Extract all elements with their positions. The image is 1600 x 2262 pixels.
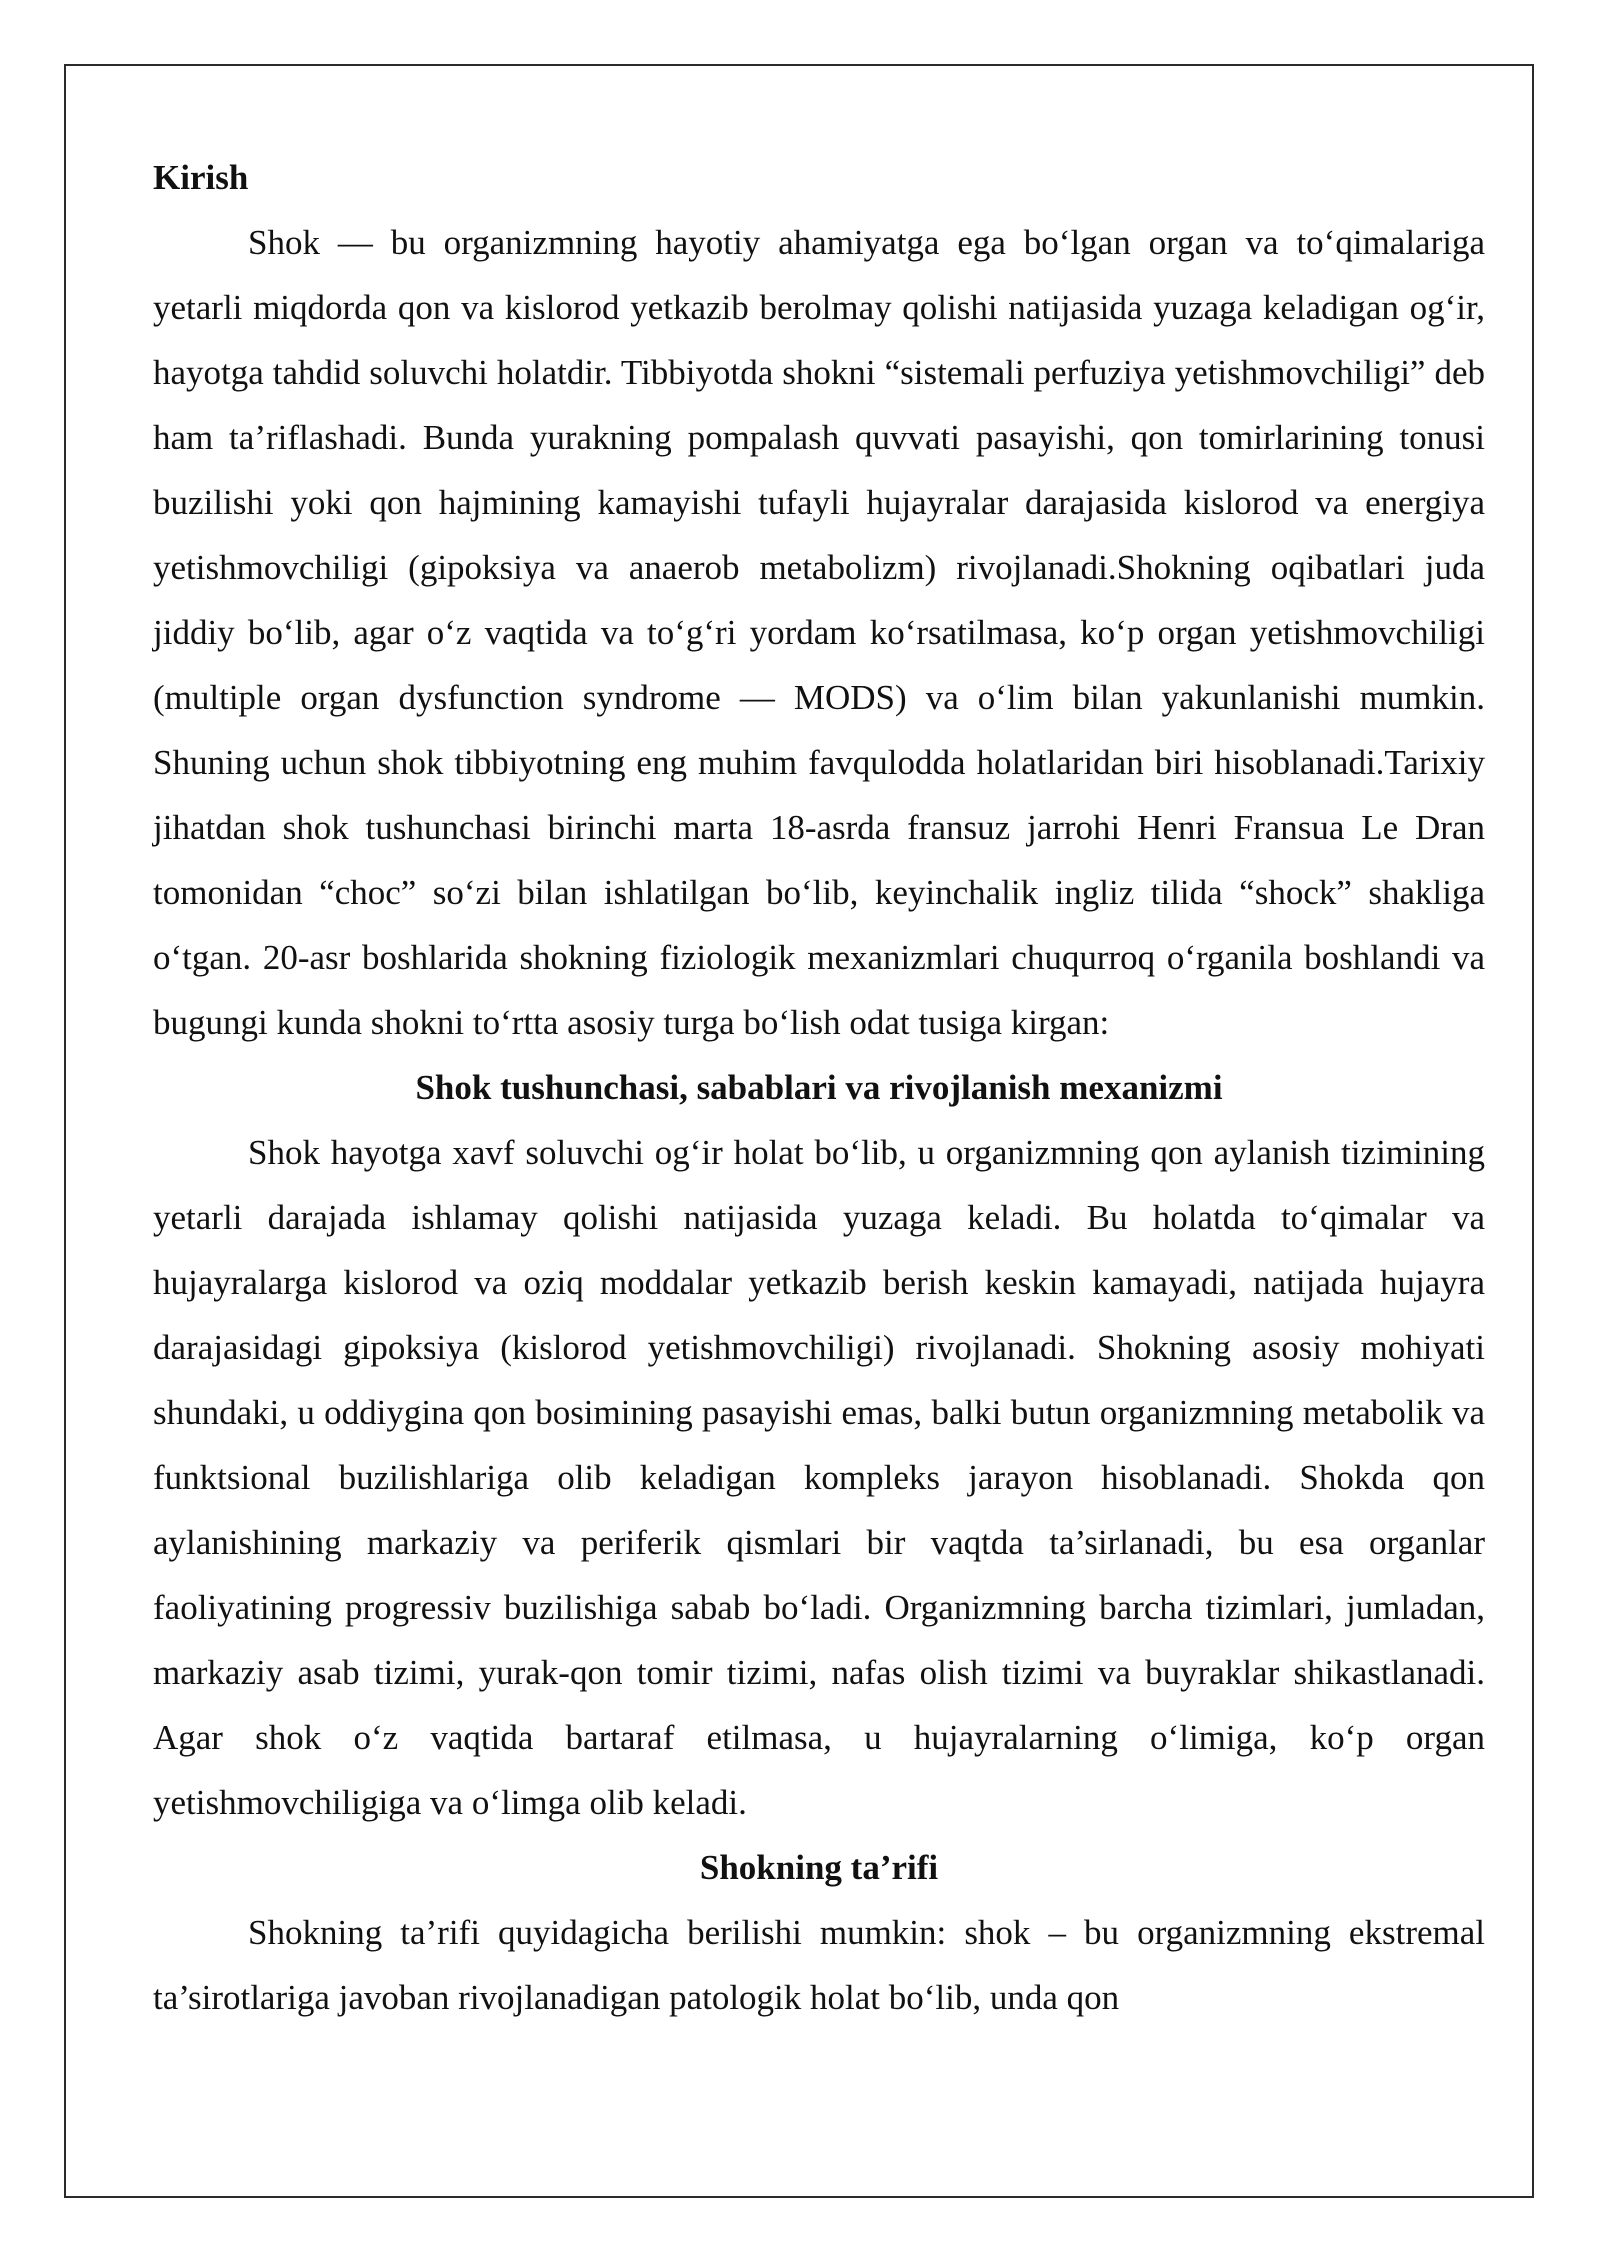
section-heading-shok-tushunchasi: Shok tushunchasi, sabablari va rivojlanish mexanizmi: [415, 1068, 1223, 1107]
paragraph-shok-tushunchasi: Shok hayotga xavf soluvchi og‘ir holat bo‘lib, u organizmning qon aylanish tizimining yetarli darajada ishlamay qolishi natijasida yuzaga keladi. Bu holatda to‘qimalar va hujayralarga kislorod va oziq moddalar yetkazib berish keskin kamayadi, natijada hujayra darajasidagi gipoksiya (kislorod yetishmovchiligi) rivojlanadi. Shokning asosiy mohiyati shundaki, u oddiygina qon bosimining pasayishi emas, balki butun organizmning metabolik va funktsional buzilishlariga olib keladigan kompleks jarayon hisoblanadi. Shokda qon aylanishining markaziy va periferik qismlari bir vaqtda ta’sirlanadi, bu esa organlar faoliyatining progressiv buzilishiga sabab bo‘ladi. Organizmning barcha tizimlari, jumladan, markaziy asab tizimi, yurak-qon tomir tizimi, nafas olish tizimi va buyraklar shikastlanadi. Agar shok o‘z vaqtida bartaraf etilmasa, u hujayralarning o‘limiga, ko‘p organ yetishmovchiligiga va o‘limga olib keladi.: [153, 1133, 1485, 1822]
paragraph-kirish: Shok — bu organizmning hayotiy ahamiyatga ega bo‘lgan organ va to‘qimalariga yetarli miqdorda qon va kislorod yetkazib berolmay qolishi natijasida yuzaga keladigan og‘ir, hayotga tahdid soluvchi holatdir. Tibbiyotda shokni “sistemali perfuziya yetishmovchiligi” deb ham ta’riflashadi. Bunda yurakning pompalash quvvati pasayishi, qon tomirlarining tonusi buzilishi yoki qon hajmining kamayishi tufayli hujayralar darajasida kislorod va energiya yetishmovchiligi (gipoksiya va anaerob metabolizm) rivojlanadi.Shokning oqibatlari juda jiddiy bo‘lib, agar o‘z vaqtida va to‘g‘ri yordam ko‘rsatilmasa, ko‘p organ yetishmovchiligi (multiple organ dysfunction syndrome — MODS) va o‘lim bilan yakunlanishi mumkin. Shuning uchun shok tibbiyotning eng muhim favqulodda holatlaridan biri hisoblanadi.Tarixiy jihatdan shok tushunchasi birinchi marta 18-asrda fransuz jarrohi Henri Fransua Le Dran tomonidan “choc” so‘zi bilan ishlatilgan bo‘lib, keyinchalik ingliz tilida “shock” shakliga o‘tgan. 20-asr boshlarida shokning fiziologik mexanizmlari chuqurroq o‘rganila boshlandi va bugungi kunda shokni to‘rtta asosiy turga bo‘lish odat tusiga kirgan:: [153, 223, 1485, 1042]
document-body: [153, 145, 1485, 2030]
paragraph-shokning-tarifi: Shokning ta’rifi quyidagicha berilishi mumkin: shok – bu organizmning ekstremal ta’sirotlariga javoban rivojlanadigan patologik holat bo‘lib, unda qon: [153, 1913, 1485, 2017]
section-heading-kirish: Kirish: [153, 158, 249, 197]
section-heading-shokning-tarifi: Shokning ta’rifi: [699, 1848, 939, 1887]
